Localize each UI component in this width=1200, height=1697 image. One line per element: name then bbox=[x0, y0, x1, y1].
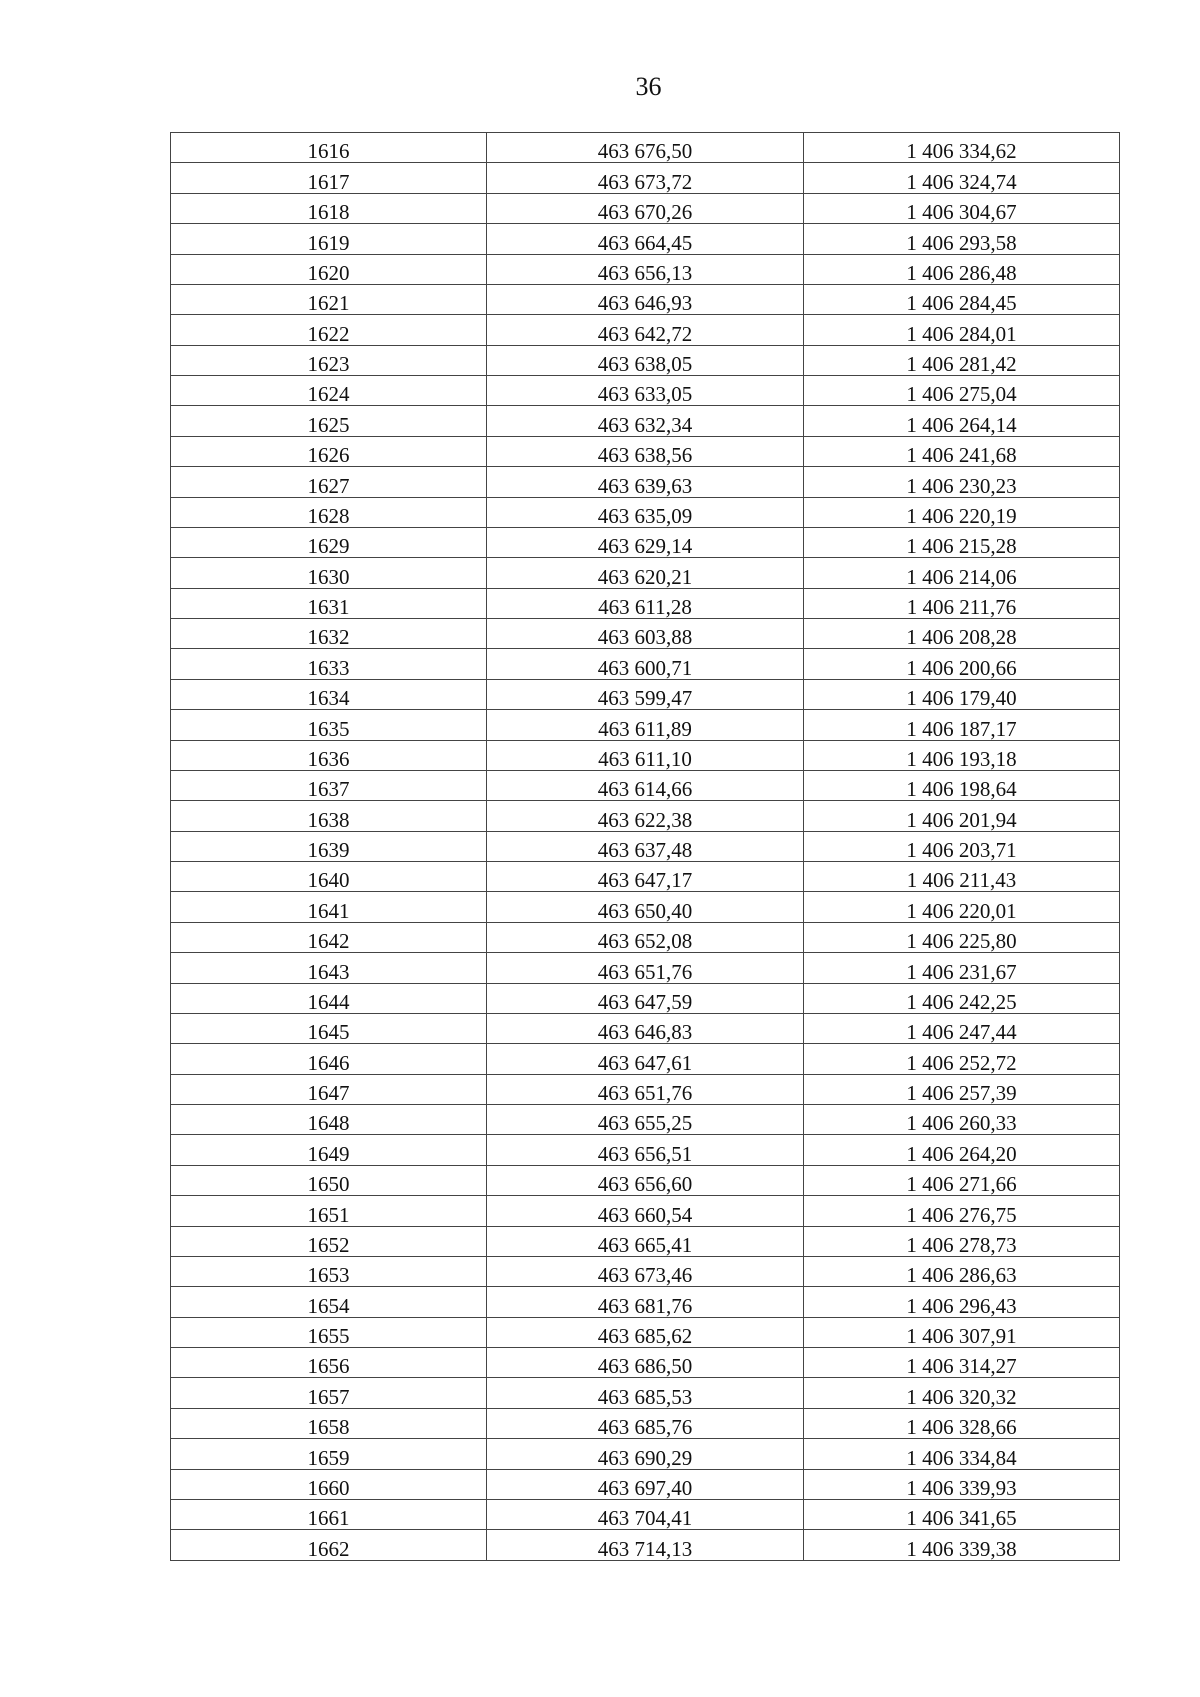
x-coordinate-cell: 463 651,76 bbox=[487, 1074, 804, 1104]
x-coordinate-cell: 463 638,05 bbox=[487, 345, 804, 375]
point-number-cell: 1617 bbox=[171, 163, 487, 193]
x-coordinate-cell: 463 603,88 bbox=[487, 619, 804, 649]
y-coordinate-cell: 1 406 314,27 bbox=[804, 1348, 1120, 1378]
y-coordinate-cell: 1 406 296,43 bbox=[804, 1287, 1120, 1317]
page-number: 36 bbox=[635, 72, 662, 101]
point-number-cell: 1616 bbox=[171, 133, 487, 163]
y-coordinate-cell: 1 406 200,66 bbox=[804, 649, 1120, 679]
point-number-cell: 1650 bbox=[171, 1165, 487, 1195]
table-row bbox=[171, 1378, 1120, 1408]
x-coordinate-cell: 463 651,76 bbox=[487, 953, 804, 983]
point-number-cell: 1657 bbox=[171, 1378, 487, 1408]
x-coordinate-cell: 463 660,54 bbox=[487, 1196, 804, 1226]
table-row bbox=[171, 619, 1120, 649]
table-row bbox=[171, 710, 1120, 740]
y-coordinate-cell: 1 406 293,58 bbox=[804, 224, 1120, 254]
point-number-cell: 1643 bbox=[171, 953, 487, 983]
y-coordinate-cell: 1 406 284,01 bbox=[804, 315, 1120, 345]
point-number-cell: 1636 bbox=[171, 740, 487, 770]
point-number-cell: 1618 bbox=[171, 193, 487, 223]
x-coordinate-cell: 463 655,25 bbox=[487, 1105, 804, 1135]
y-coordinate-cell: 1 406 257,39 bbox=[804, 1074, 1120, 1104]
table-row bbox=[171, 1317, 1120, 1347]
point-number-cell: 1661 bbox=[171, 1499, 487, 1529]
x-coordinate-cell: 463 652,08 bbox=[487, 922, 804, 952]
x-coordinate-cell: 463 639,63 bbox=[487, 467, 804, 497]
table-row bbox=[171, 133, 1120, 163]
x-coordinate-cell: 463 622,38 bbox=[487, 801, 804, 831]
x-coordinate-cell: 463 611,10 bbox=[487, 740, 804, 770]
table-row bbox=[171, 1226, 1120, 1256]
y-coordinate-cell: 1 406 208,28 bbox=[804, 619, 1120, 649]
x-coordinate-cell: 463 704,41 bbox=[487, 1499, 804, 1529]
point-number-cell: 1641 bbox=[171, 892, 487, 922]
point-number-cell: 1622 bbox=[171, 315, 487, 345]
table-row bbox=[171, 983, 1120, 1013]
point-number-cell: 1658 bbox=[171, 1408, 487, 1438]
table-row bbox=[171, 1013, 1120, 1043]
y-coordinate-cell: 1 406 328,66 bbox=[804, 1408, 1120, 1438]
y-coordinate-cell: 1 406 278,73 bbox=[804, 1226, 1120, 1256]
y-coordinate-cell: 1 406 334,84 bbox=[804, 1439, 1120, 1469]
point-number-cell: 1656 bbox=[171, 1348, 487, 1378]
table-row bbox=[171, 1348, 1120, 1378]
table-row bbox=[171, 558, 1120, 588]
y-coordinate-cell: 1 406 241,68 bbox=[804, 436, 1120, 466]
x-coordinate-cell: 463 646,83 bbox=[487, 1013, 804, 1043]
point-number-cell: 1639 bbox=[171, 831, 487, 861]
table-row bbox=[171, 224, 1120, 254]
table-row bbox=[171, 1105, 1120, 1135]
x-coordinate-cell: 463 697,40 bbox=[487, 1469, 804, 1499]
x-coordinate-cell: 463 647,61 bbox=[487, 1044, 804, 1074]
x-coordinate-cell: 463 664,45 bbox=[487, 224, 804, 254]
x-coordinate-cell: 463 656,60 bbox=[487, 1165, 804, 1195]
y-coordinate-cell: 1 406 339,38 bbox=[804, 1530, 1120, 1560]
table-row bbox=[171, 831, 1120, 861]
table-row bbox=[171, 892, 1120, 922]
point-number-cell: 1628 bbox=[171, 497, 487, 527]
table-row bbox=[171, 1165, 1120, 1195]
x-coordinate-cell: 463 714,13 bbox=[487, 1530, 804, 1560]
point-number-cell: 1621 bbox=[171, 284, 487, 314]
table-row bbox=[171, 1074, 1120, 1104]
table-row bbox=[171, 588, 1120, 618]
x-coordinate-cell: 463 676,50 bbox=[487, 133, 804, 163]
y-coordinate-cell: 1 406 242,25 bbox=[804, 983, 1120, 1013]
table-row bbox=[171, 1044, 1120, 1074]
x-coordinate-cell: 463 633,05 bbox=[487, 376, 804, 406]
point-number-cell: 1644 bbox=[171, 983, 487, 1013]
y-coordinate-cell: 1 406 231,67 bbox=[804, 953, 1120, 983]
point-number-cell: 1619 bbox=[171, 224, 487, 254]
y-coordinate-cell: 1 406 276,75 bbox=[804, 1196, 1120, 1226]
y-coordinate-cell: 1 406 211,76 bbox=[804, 588, 1120, 618]
y-coordinate-cell: 1 406 198,64 bbox=[804, 770, 1120, 800]
point-number-cell: 1645 bbox=[171, 1013, 487, 1043]
y-coordinate-cell: 1 406 247,44 bbox=[804, 1013, 1120, 1043]
point-number-cell: 1648 bbox=[171, 1105, 487, 1135]
x-coordinate-cell: 463 665,41 bbox=[487, 1226, 804, 1256]
y-coordinate-cell: 1 406 334,62 bbox=[804, 133, 1120, 163]
y-coordinate-cell: 1 406 260,33 bbox=[804, 1105, 1120, 1135]
y-coordinate-cell: 1 406 214,06 bbox=[804, 558, 1120, 588]
point-number-cell: 1634 bbox=[171, 679, 487, 709]
table-row bbox=[171, 740, 1120, 770]
point-number-cell: 1633 bbox=[171, 649, 487, 679]
x-coordinate-cell: 463 611,28 bbox=[487, 588, 804, 618]
x-coordinate-cell: 463 685,76 bbox=[487, 1408, 804, 1438]
point-number-cell: 1640 bbox=[171, 862, 487, 892]
table-row bbox=[171, 406, 1120, 436]
point-number-cell: 1659 bbox=[171, 1439, 487, 1469]
y-coordinate-cell: 1 406 286,63 bbox=[804, 1256, 1120, 1286]
point-number-cell: 1625 bbox=[171, 406, 487, 436]
table-row bbox=[171, 862, 1120, 892]
table-row bbox=[171, 801, 1120, 831]
point-number-cell: 1652 bbox=[171, 1226, 487, 1256]
x-coordinate-cell: 463 638,56 bbox=[487, 436, 804, 466]
table-row bbox=[171, 376, 1120, 406]
y-coordinate-cell: 1 406 193,18 bbox=[804, 740, 1120, 770]
table-row bbox=[171, 679, 1120, 709]
y-coordinate-cell: 1 406 281,42 bbox=[804, 345, 1120, 375]
y-coordinate-cell: 1 406 275,04 bbox=[804, 376, 1120, 406]
table-row bbox=[171, 922, 1120, 952]
point-number-cell: 1627 bbox=[171, 467, 487, 497]
y-coordinate-cell: 1 406 187,17 bbox=[804, 710, 1120, 740]
table-row bbox=[171, 436, 1120, 466]
y-coordinate-cell: 1 406 320,32 bbox=[804, 1378, 1120, 1408]
x-coordinate-cell: 463 650,40 bbox=[487, 892, 804, 922]
point-number-cell: 1654 bbox=[171, 1287, 487, 1317]
table-row bbox=[171, 1256, 1120, 1286]
y-coordinate-cell: 1 406 220,01 bbox=[804, 892, 1120, 922]
point-number-cell: 1662 bbox=[171, 1530, 487, 1560]
y-coordinate-cell: 1 406 286,48 bbox=[804, 254, 1120, 284]
x-coordinate-cell: 463 600,71 bbox=[487, 649, 804, 679]
table-row bbox=[171, 1530, 1120, 1560]
y-coordinate-cell: 1 406 341,65 bbox=[804, 1499, 1120, 1529]
x-coordinate-cell: 463 656,51 bbox=[487, 1135, 804, 1165]
y-coordinate-cell: 1 406 215,28 bbox=[804, 527, 1120, 557]
table-row bbox=[171, 193, 1120, 223]
table-row bbox=[171, 1408, 1120, 1438]
point-number-cell: 1629 bbox=[171, 527, 487, 557]
point-number-cell: 1646 bbox=[171, 1044, 487, 1074]
table-row bbox=[171, 497, 1120, 527]
point-number-cell: 1637 bbox=[171, 770, 487, 800]
y-coordinate-cell: 1 406 307,91 bbox=[804, 1317, 1120, 1347]
table-row bbox=[171, 1135, 1120, 1165]
x-coordinate-cell: 463 656,13 bbox=[487, 254, 804, 284]
point-number-cell: 1655 bbox=[171, 1317, 487, 1347]
x-coordinate-cell: 463 611,89 bbox=[487, 710, 804, 740]
table-row bbox=[171, 770, 1120, 800]
table-row bbox=[171, 1499, 1120, 1529]
point-number-cell: 1660 bbox=[171, 1469, 487, 1499]
x-coordinate-cell: 463 647,17 bbox=[487, 862, 804, 892]
table-row bbox=[171, 1469, 1120, 1499]
table-row bbox=[171, 1439, 1120, 1469]
table-row bbox=[171, 527, 1120, 557]
y-coordinate-cell: 1 406 225,80 bbox=[804, 922, 1120, 952]
point-number-cell: 1651 bbox=[171, 1196, 487, 1226]
point-number-cell: 1631 bbox=[171, 588, 487, 618]
table-row bbox=[171, 467, 1120, 497]
point-number-cell: 1653 bbox=[171, 1256, 487, 1286]
y-coordinate-cell: 1 406 252,72 bbox=[804, 1044, 1120, 1074]
coordinates-table-body bbox=[171, 133, 1120, 1561]
y-coordinate-cell: 1 406 284,45 bbox=[804, 284, 1120, 314]
table-row bbox=[171, 649, 1120, 679]
x-coordinate-cell: 463 614,66 bbox=[487, 770, 804, 800]
y-coordinate-cell: 1 406 264,14 bbox=[804, 406, 1120, 436]
point-number-cell: 1630 bbox=[171, 558, 487, 588]
y-coordinate-cell: 1 406 230,23 bbox=[804, 467, 1120, 497]
coordinates-table bbox=[170, 132, 1120, 1561]
x-coordinate-cell: 463 629,14 bbox=[487, 527, 804, 557]
table-row bbox=[171, 1196, 1120, 1226]
y-coordinate-cell: 1 406 211,43 bbox=[804, 862, 1120, 892]
y-coordinate-cell: 1 406 271,66 bbox=[804, 1165, 1120, 1195]
y-coordinate-cell: 1 406 264,20 bbox=[804, 1135, 1120, 1165]
table-row bbox=[171, 345, 1120, 375]
x-coordinate-cell: 463 685,53 bbox=[487, 1378, 804, 1408]
y-coordinate-cell: 1 406 304,67 bbox=[804, 193, 1120, 223]
y-coordinate-cell: 1 406 201,94 bbox=[804, 801, 1120, 831]
x-coordinate-cell: 463 620,21 bbox=[487, 558, 804, 588]
point-number-cell: 1632 bbox=[171, 619, 487, 649]
x-coordinate-cell: 463 673,72 bbox=[487, 163, 804, 193]
point-number-cell: 1635 bbox=[171, 710, 487, 740]
point-number-cell: 1623 bbox=[171, 345, 487, 375]
table-row bbox=[171, 163, 1120, 193]
y-coordinate-cell: 1 406 203,71 bbox=[804, 831, 1120, 861]
point-number-cell: 1626 bbox=[171, 436, 487, 466]
x-coordinate-cell: 463 599,47 bbox=[487, 679, 804, 709]
table-row bbox=[171, 254, 1120, 284]
table-row bbox=[171, 315, 1120, 345]
x-coordinate-cell: 463 681,76 bbox=[487, 1287, 804, 1317]
table-row bbox=[171, 953, 1120, 983]
point-number-cell: 1647 bbox=[171, 1074, 487, 1104]
y-coordinate-cell: 1 406 220,19 bbox=[804, 497, 1120, 527]
x-coordinate-cell: 463 686,50 bbox=[487, 1348, 804, 1378]
table-row bbox=[171, 1287, 1120, 1317]
x-coordinate-cell: 463 642,72 bbox=[487, 315, 804, 345]
x-coordinate-cell: 463 635,09 bbox=[487, 497, 804, 527]
point-number-cell: 1620 bbox=[171, 254, 487, 284]
x-coordinate-cell: 463 632,34 bbox=[487, 406, 804, 436]
point-number-cell: 1624 bbox=[171, 376, 487, 406]
x-coordinate-cell: 463 690,29 bbox=[487, 1439, 804, 1469]
x-coordinate-cell: 463 646,93 bbox=[487, 284, 804, 314]
x-coordinate-cell: 463 670,26 bbox=[487, 193, 804, 223]
x-coordinate-cell: 463 673,46 bbox=[487, 1256, 804, 1286]
y-coordinate-cell: 1 406 339,93 bbox=[804, 1469, 1120, 1499]
x-coordinate-cell: 463 685,62 bbox=[487, 1317, 804, 1347]
point-number-cell: 1649 bbox=[171, 1135, 487, 1165]
y-coordinate-cell: 1 406 324,74 bbox=[804, 163, 1120, 193]
x-coordinate-cell: 463 647,59 bbox=[487, 983, 804, 1013]
y-coordinate-cell: 1 406 179,40 bbox=[804, 679, 1120, 709]
x-coordinate-cell: 463 637,48 bbox=[487, 831, 804, 861]
table-row bbox=[171, 284, 1120, 314]
point-number-cell: 1638 bbox=[171, 801, 487, 831]
point-number-cell: 1642 bbox=[171, 922, 487, 952]
